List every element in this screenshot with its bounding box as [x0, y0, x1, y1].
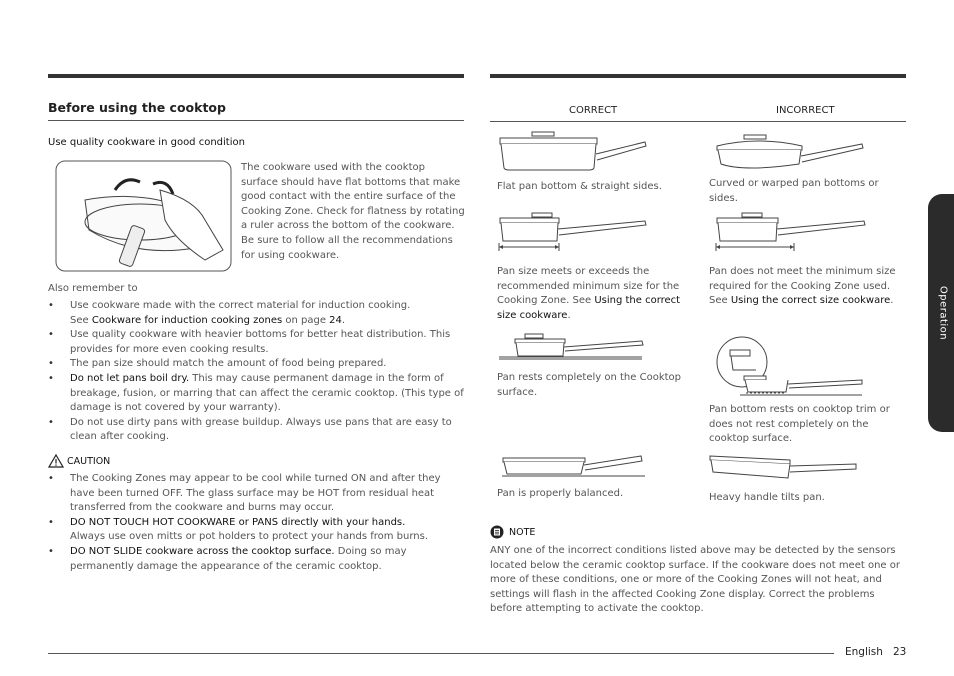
- warning-triangle-icon: [48, 454, 64, 468]
- tilted-pan-icon: [708, 452, 858, 484]
- list-item: • The Cooking Zones may appear to be cool while turned ON and after they have been turned OFF. The glass surface may be HOT from residual heat transferred from the cookware and burns may occur.: [48, 472, 464, 516]
- caution-header: [48, 454, 110, 468]
- column-header-correct: CORRECT: [569, 105, 618, 116]
- pan-size-small-icon: [714, 211, 866, 257]
- ruler-check-illustration: [55, 160, 232, 272]
- list-item: • Use quality cookware with heavier bottoms for better heat distribution. This provides for more even cooking results.: [48, 328, 464, 357]
- column-header-rule: [490, 121, 906, 122]
- caption-correct-2: Pan size meets or exceeds the recommended minimum size for the Cooking Zone. See Using the correct size cookware.: [497, 266, 681, 321]
- footer-language: English: [845, 646, 883, 658]
- column-header-incorrect: INCORRECT: [776, 105, 835, 116]
- caution-list: [48, 472, 464, 574]
- list-item: • The pan size should match the amount of food being prepared.: [48, 357, 464, 372]
- caption-correct-4: Pan is properly balanced.: [497, 488, 624, 499]
- note-text: ANY one of the incorrect conditions listed above may be detected by the sensors located below the ceramic cooktop surface. If the cookware does not meet one or more of these conditions, one or more of the Cooking Zones will not heat, and settings will flash in the affected Cooking Zone display. Correct the problems before attempting to activate the cooktop.: [490, 545, 900, 615]
- page-number: 23: [893, 646, 907, 658]
- caption-incorrect-4: Heavy handle tilts pan.: [709, 492, 825, 503]
- caption-incorrect-3: Pan bottom rests on cooktop trim or does not rest completely on the cooktop surface.: [709, 404, 890, 445]
- remember-list: [48, 299, 464, 445]
- correct-size-link[interactable]: Using the correct size cookware: [497, 295, 681, 321]
- subtitle: Use quality cookware in good condition: [48, 137, 245, 148]
- list-item: • DO NOT TOUCH HOT COOKWARE or PANS directly with your hands. Always use oven mitts or pot holders to protect your hands from burns.: [48, 516, 464, 545]
- balanced-pan-icon: [501, 452, 647, 482]
- flat-pan-icon: [497, 130, 647, 178]
- pan-size-ok-icon: [497, 211, 647, 257]
- section-title: Before using the cooktop: [48, 100, 226, 115]
- page-link[interactable]: 24: [329, 314, 342, 326]
- incorrect-size-link[interactable]: Using the correct size cookware: [730, 295, 891, 307]
- footer-rule: [48, 653, 834, 654]
- curved-pan-icon: [714, 134, 866, 174]
- note-label: NOTE: [509, 526, 536, 538]
- side-tab-operation[interactable]: Operation: [928, 194, 954, 432]
- list-item: • Do not use dirty pans with grease buildup. Always use pans that are easy to clean after cooking.: [48, 416, 464, 445]
- caption-incorrect-1: Curved or warped pan bottoms or sides.: [709, 178, 879, 204]
- list-item: • Use cookware made with the correct material for induction cooking. See Cookware for induction cooking zones on page 24.: [48, 299, 464, 328]
- caption-incorrect-2: Pan does not meet the minimum size required for the Cooking Zone used. See Using the correct size cookware.: [709, 266, 896, 307]
- intro-paragraph: The cookware used with the cooktop surface should have flat bottoms that make good contact with the entire surface of the Cooking Zone. Check for flatness by rotating a ruler across the bottom of the cookware. Be sure to follow all the recommendations for using cookware.: [241, 162, 465, 261]
- note-icon: [490, 525, 506, 539]
- cookware-link[interactable]: Cookware for induction cooking zones: [91, 314, 283, 326]
- left-top-rule: [48, 74, 464, 78]
- note-header: [490, 525, 535, 539]
- pan-on-surface-icon: [497, 332, 647, 362]
- list-item: • DO NOT SLIDE cookware across the cooktop surface. Doing so may permanently damage the appearance of the ceramic cooktop.: [48, 545, 464, 574]
- list-item: • Do not let pans boil dry. This may cause permanent damage in the form of breakage, fusion, or marring that can affect the ceramic cooktop. (This type of damage is not covered by your warranty).: [48, 372, 464, 416]
- caution-label: CAUTION: [67, 455, 111, 467]
- caption-correct-1: Flat pan bottom & straight sides.: [497, 181, 662, 192]
- pan-on-trim-icon: [716, 336, 866, 398]
- also-remember: Also remember to: [48, 283, 138, 294]
- section-title-rule: [48, 120, 464, 121]
- caption-correct-3: Pan rests completely on the Cooktop surface.: [497, 372, 681, 398]
- right-top-rule: [490, 74, 906, 78]
